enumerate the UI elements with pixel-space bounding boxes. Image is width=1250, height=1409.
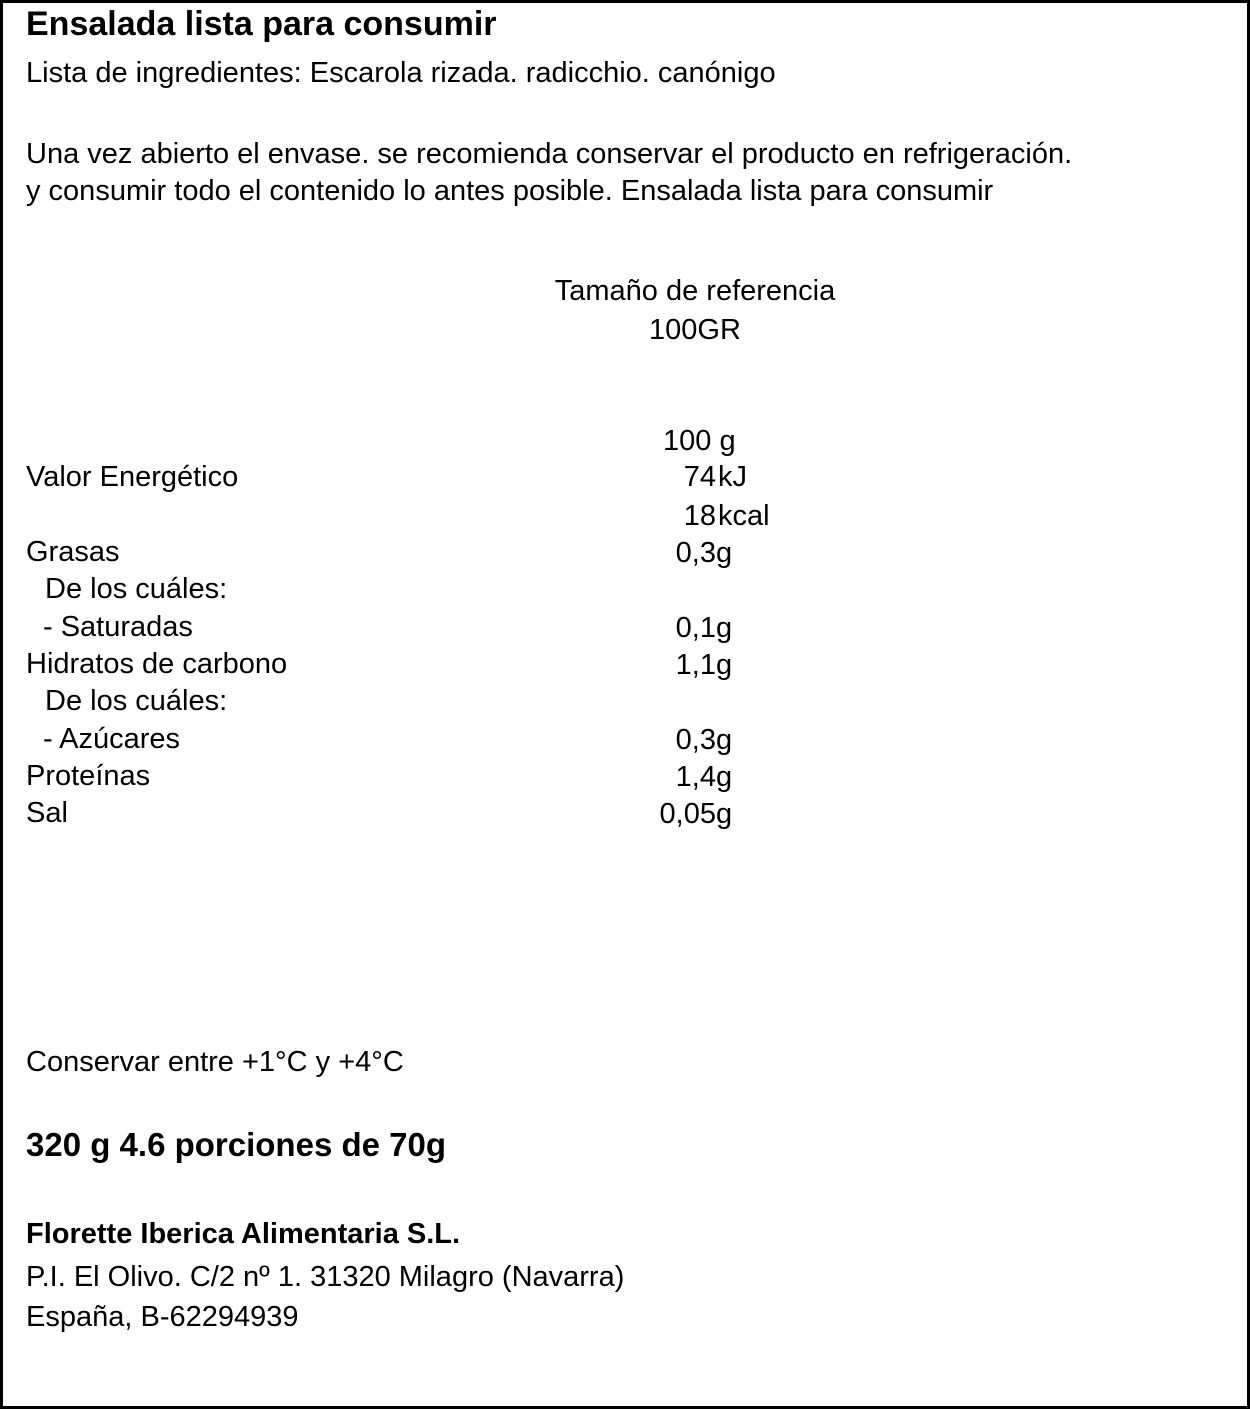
nutrient-unit-saturated: g [716, 612, 733, 644]
ingredients-list: Lista de ingredientes: Escarola rizada. radicchio. canónigo [26, 57, 776, 89]
nutrient-unit-fat: g [716, 537, 733, 569]
nutrient-value-saturated: 0,1 [675, 612, 716, 644]
nutrient-unit-carbohydrates: g [716, 649, 733, 681]
nutrient-value-salt: 0,05 [659, 798, 716, 830]
nutrient-value-carbohydrates: 1,1 [675, 649, 716, 681]
net-weight: 320 g 4.6 porciones de 70g [26, 1126, 447, 1163]
nutrient-label-protein: Proteínas [26, 760, 151, 792]
reference-size-label: Tamaño de referencia [554, 275, 836, 307]
nutrient-value-protein: 1,4 [675, 761, 716, 793]
nutrient-label-fat: Grasas [26, 536, 120, 568]
nutrient-value-fat: 0,3 [675, 537, 716, 569]
nutrient-unit-protein: g [716, 761, 733, 793]
energy-kj-value: 74 [683, 461, 716, 493]
energy-kj-unit: kJ [718, 461, 747, 493]
product-title: Ensalada lista para consumir [26, 5, 497, 43]
energy-label: Valor Energético [26, 461, 239, 493]
instructions-line-1: Una vez abierto el envase. se recomienda conservar el producto en refrigeración. [26, 138, 1073, 170]
storage-instructions: Conservar entre +1°C y +4°C [26, 1046, 404, 1078]
reference-size-value: 100GR [649, 314, 741, 346]
nutrient-sublabel-of-which: De los cuáles: [45, 573, 228, 605]
company-country-id: España, B-62294939 [26, 1301, 299, 1333]
nutrient-label-saturated: - Saturadas [43, 611, 193, 643]
nutrient-label-sugars: - Azúcares [43, 723, 180, 755]
nutrition-column-header: 100 g [663, 425, 736, 457]
nutrient-label-carbohydrates: Hidratos de carbono [26, 648, 288, 680]
energy-kcal-value: 18 [683, 500, 716, 532]
nutrient-unit-sugars: g [716, 724, 733, 756]
nutrient-value-sugars: 0,3 [675, 724, 716, 756]
nutrient-sublabel-of-which: De los cuáles: [45, 685, 228, 717]
nutrient-label-salt: Sal [26, 797, 68, 829]
company-address: P.I. El Olivo. C/2 nº 1. 31320 Milagro (Navarra) [26, 1261, 625, 1293]
company-name: Florette Iberica Alimentaria S.L. [26, 1218, 461, 1250]
nutrient-unit-salt: g [716, 798, 733, 830]
instructions-line-2: y consumir todo el contenido lo antes posible. Ensalada lista para consumir [26, 175, 994, 207]
energy-kcal-unit: kcal [718, 500, 770, 532]
